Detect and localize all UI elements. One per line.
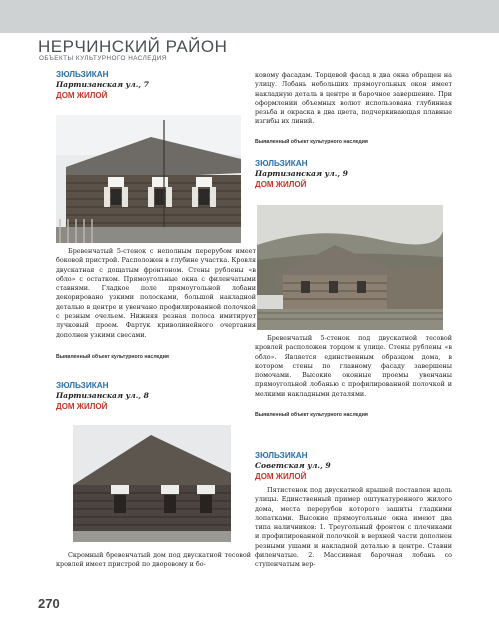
village-name: ЗЮЛЬЗИКАН	[56, 381, 109, 390]
entry-description	[56, 247, 256, 340]
village-name: ЗЮЛЬЗИКАН	[255, 451, 308, 460]
entry-description	[56, 551, 251, 570]
entry-heading	[56, 381, 256, 412]
description-text: Бревенчатый 5-стенок под двускатной тесовой кровлей расположен торцом к улице. Стены рублены «в обло». Является единственным образцом дома, в котором стены по главному фасаду завершены помочами. Высокие оконные проемы увенчаны прямоугольной лобанью с профилированной полочкой и мелкими накладными деталями.	[255, 334, 452, 398]
page-number: 270	[38, 596, 60, 611]
entry-heading	[255, 159, 455, 190]
header-band	[0, 0, 499, 33]
entry-description-continued	[255, 71, 452, 127]
street-address: Советская ул., 9	[255, 461, 331, 470]
page-title: НЕРЧИНСКИЙ РАЙОН	[38, 37, 228, 56]
description-text: Пятистенок под двускатной крышей поставлен вдоль улицы. Единственный пример оштукатуренного жилого дома, места перерубов которого зашиты гладкими лопатками. Высокие прямоугольные окна имеют два типа наличников: 1. Треугольный фронтон с плечиками и профилированной полочкой в верхней части дополнен резными ушами и накладной деталью в центре. Ставни филенчатые. 2. Массивная барочная лобань со ступенчатым вер-	[255, 486, 452, 569]
entry-heading	[255, 451, 455, 482]
entry-description	[255, 486, 452, 570]
house-photo	[56, 115, 241, 243]
description-text: Скромный бревенчатый дом под двускатной тесовой кровлей имеет пристрой по дворовому и бо-	[56, 551, 251, 569]
street-address: Партизанская ул., 9	[255, 169, 348, 178]
object-type: ДОМ ЖИЛОЙ	[56, 402, 108, 411]
object-type: ДОМ ЖИЛОЙ	[56, 91, 108, 100]
heritage-status: Выявленный объект культурного наследия	[255, 139, 368, 145]
house-photo	[73, 425, 231, 542]
street-address: Партизанская ул., 8	[56, 391, 149, 400]
street-address: Партизанская ул., 7	[56, 80, 149, 89]
description-text: ковому фасадам. Торцевой фасад в два окна обращен на улицу. Лобань небольших прямоугольных окон имеет накладную деталь в центре и барочное завершение. При оформлении объемных волют использована глубинная резьба и окраска в два цвета, подчеркивающая плавные изгибы их линий.	[255, 71, 452, 126]
object-type: ДОМ ЖИЛОЙ	[255, 472, 307, 481]
house-photo	[257, 205, 443, 330]
village-name: ЗЮЛЬЗИКАН	[255, 159, 308, 168]
description-text: Бревенчатый 5-стенок с неполным перерубом имеет боковой пристрой. Расположен в глубине участка. Кровля двускатная с дощатым фронтоном. Стены рублены «в обло» с остатком. Прямоугольные окна с филенчатыми ставнями. Гладкое поле прямоугольной лобани декорировано узкими полосками, большой накладной деталью в центре и увенчано профилированной полочкой с резным очельем. Нижняя резная полоса имитирует лучковый проем. Фартук криволинейного очертания дополнен узкими свесами.	[56, 247, 256, 339]
entry-heading	[56, 70, 256, 101]
heritage-status: Выявленный объект культурного наследия	[255, 412, 368, 418]
village-name: ЗЮЛЬЗИКАН	[56, 70, 109, 79]
entry-description	[255, 334, 452, 399]
heritage-status: Выявленный объект культурного наследия	[56, 354, 169, 360]
page-subtitle: ОБЪЕКТЫ КУЛЬТУРНОГО НАСЛЕДИЯ	[39, 55, 167, 62]
object-type: ДОМ ЖИЛОЙ	[255, 180, 307, 189]
